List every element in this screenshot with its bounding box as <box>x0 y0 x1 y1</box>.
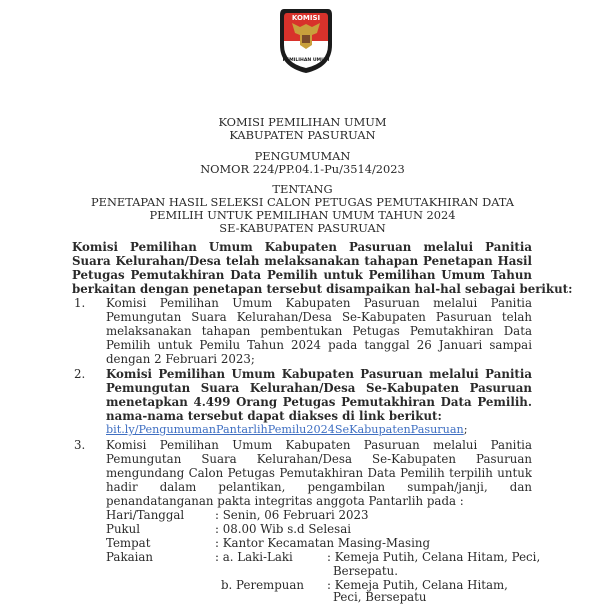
link-suffix: ; <box>463 423 468 436</box>
dress-male-value-cont: Bersepatu. <box>333 564 398 578</box>
logo-bottom-text: PEMILIHAN UMUM <box>282 58 330 63</box>
subject-line: PENETAPAN HASIL SELEKSI CALON PETUGAS PEMUTAKHIRAN DATA <box>90 195 515 209</box>
schedule-label-day: Hari/Tanggal <box>106 508 185 522</box>
kpu-logo <box>276 5 336 75</box>
dress-male-label: : a. Laki-Laki <box>215 550 293 564</box>
item-number: 2. <box>74 367 86 381</box>
schedule-label-place: Tempat <box>106 536 151 550</box>
item-line: Komisi Pemilihan Umum Kabupaten Pasuruan melalui Panitia <box>106 438 532 452</box>
item-line: nama-nama tersebut dapat diakses di link berikut: <box>106 409 442 423</box>
org-name: KOMISI PEMILIHAN UMUM <box>218 115 387 129</box>
schedule-value-day: : Senin, 06 Februari 2023 <box>215 508 369 522</box>
schedule-value-place: : Kantor Kecamatan Masing-Masing <box>215 536 431 550</box>
schedule-value-time: : 08.00 Wib s.d Selesai <box>215 522 352 536</box>
dress-male-value: : Kemeja Putih, Celana Hitam, Peci, <box>327 550 541 564</box>
schedule-label-time: Pukul <box>106 522 141 536</box>
subject-line: PEMILIH UNTUK PEMILIHAN UMUM TAHUN 2024 <box>149 208 456 222</box>
intro-line: Komisi Pemilihan Umum Kabupaten Pasuruan melalui Panitia <box>72 240 532 254</box>
item-link-line <box>106 423 468 437</box>
dress-female-label: b. Perempuan <box>221 578 305 592</box>
subject-line: SE-KABUPATEN PASURUAN <box>219 221 386 235</box>
doc-type: PENGUMUMAN <box>254 149 351 163</box>
item-line: Pemungutan Suara Kelurahan/Desa Se-Kabupaten Pasuruan <box>106 452 532 466</box>
item-line: menetapkan 4.499 Orang Petugas Pemutakhiran Data Pemilih. <box>106 395 532 409</box>
item-line: melaksanakan tahapan pembentukan Petugas Pemutakhiran Data <box>106 324 532 338</box>
item-number: 1. <box>74 296 86 310</box>
announcement-link[interactable]: bit.ly/PengumumanPantarlihPemilu2024SeKabupatenPasuruan <box>106 423 464 436</box>
item-line: mengundang Calon Petugas Pemutakhiran Data Pemilih terpilih untuk <box>106 466 532 480</box>
logo-top-text: KOMISI <box>291 14 321 22</box>
doc-number: NOMOR 224/PP.04.1-Pu/3514/2023 <box>200 162 405 176</box>
intro-line: Petugas Pemutakhiran Data Pemilih untuk Pemilihan Umum Tahun <box>72 268 532 282</box>
dress-female-value: : Kemeja Putih, Celana Hitam, <box>327 578 508 592</box>
item-line: penandatanganan pakta integritas anggota Pantarlih pada : <box>106 494 464 508</box>
region-name: KABUPATEN PASURUAN <box>229 128 376 142</box>
item-line: hadir dalam pelantikan, pengambilan sumpah/janji, dan <box>106 480 532 494</box>
item-line: Pemungutan Suara Kelurahan/Desa Se-Kabupaten Pasuruan telah <box>106 310 532 324</box>
about-label: TENTANG <box>272 182 333 196</box>
dress-female-value-cont: Peci, Bersepatu <box>333 590 427 604</box>
item-line: Pemungutan Suara Kelurahan/Desa Se-Kabupaten Pasuruan <box>106 381 532 395</box>
item-line: dengan 2 Februari 2023; <box>106 352 255 366</box>
schedule-label-dress: Pakaian <box>106 550 154 564</box>
intro-line: Suara Kelurahan/Desa telah melaksanakan tahapan Penetapan Hasil <box>72 254 532 268</box>
item-line: Pemilih untuk Pemilu Tahun 2024 pada tanggal 26 Januari sampai <box>106 338 532 352</box>
item-number: 3. <box>74 438 86 452</box>
item-line: Komisi Pemilihan Umum Kabupaten Pasuruan melalui Panitia <box>106 296 532 310</box>
item-line: Komisi Pemilihan Umum Kabupaten Pasuruan melalui Panitia <box>106 367 532 381</box>
intro-line: berkaitan dengan penetapan tersebut disampaikan hal-hal sebagai berikut: <box>72 282 573 296</box>
